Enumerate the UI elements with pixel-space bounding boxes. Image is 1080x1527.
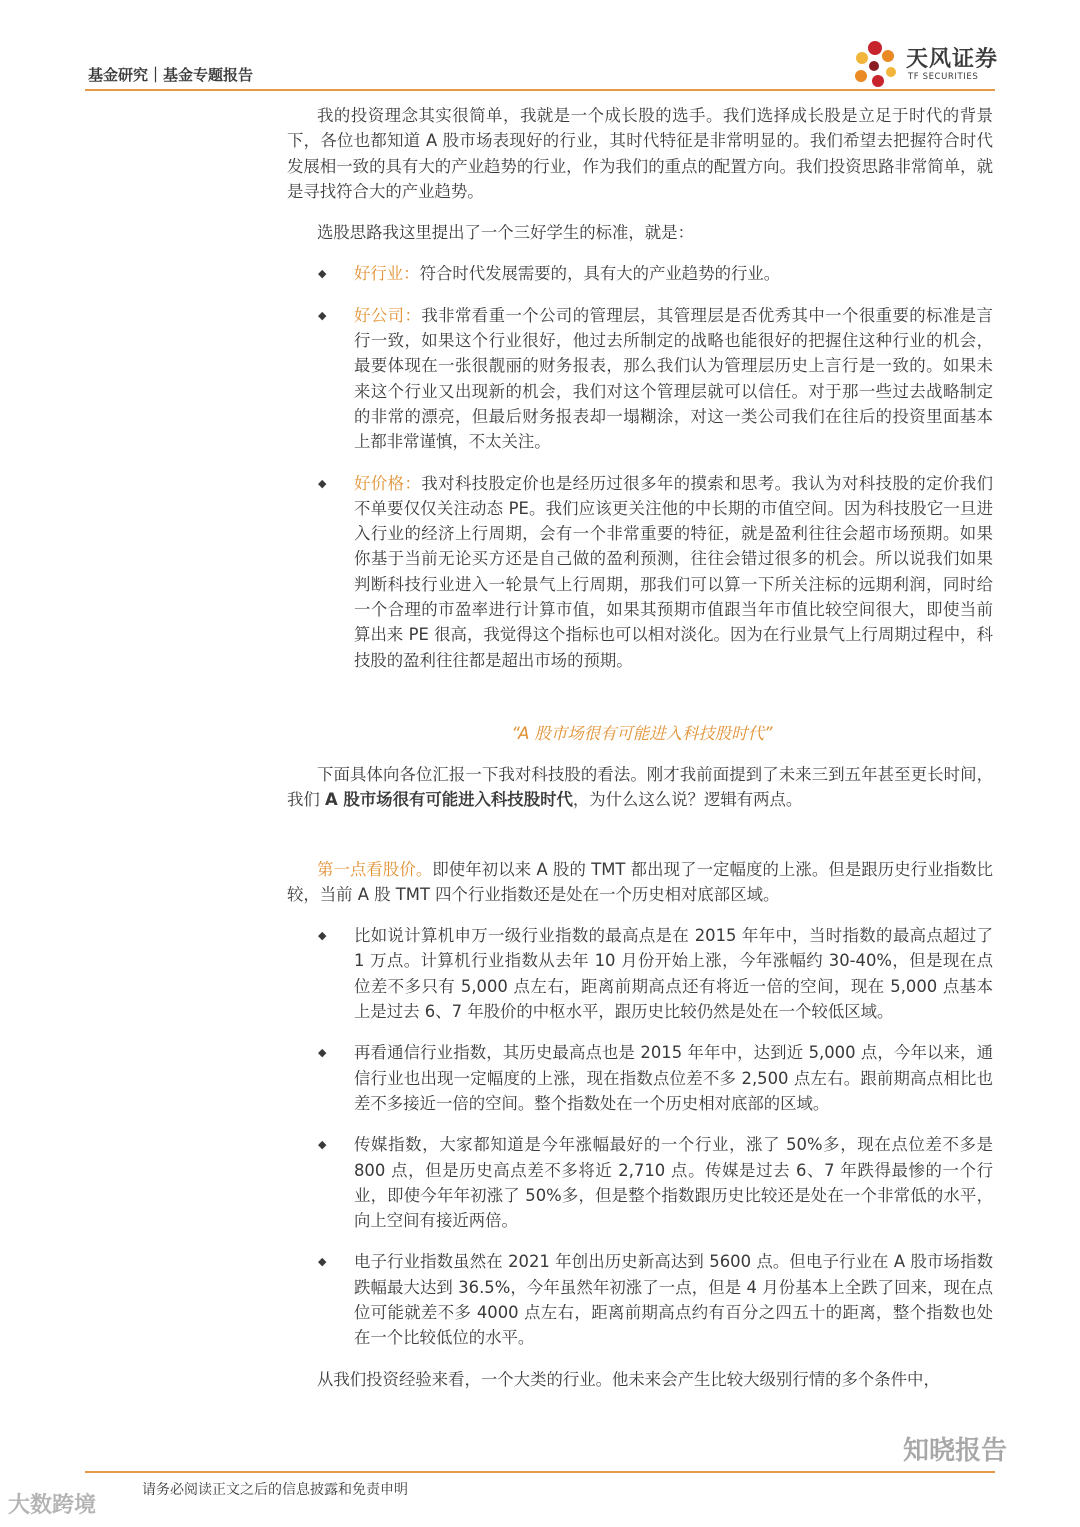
report-category: 基金研究｜基金专题报告 xyxy=(88,66,254,84)
criteria-text: 我对科技股定价也是经历过很多年的摸索和思考。我认为对科技股的定价我们不单要仅仅关注动态 PE。我们应该更关注他的中长期的市值空间。因为科技股它一旦进入行业的经济上行周期，会有一个非常重要的特征，就是盈利往往会超市场预期。如果你基于当前无论买方还是自己做的盈利预测，往往会错过很多的机会。所以说我们如果判断科技行业进入一轮景气上行周期，那我们可以算一下所关注标的远期利润，同时给一个合理的市盈率进行计算市值，如果其预期市值跟当年市值比较空间很大，即使当前算出来 PE 很高，我觉得这个指标也可以相对淡化。因为在行业景气上行周期过程中，科技股的盈利往往都是超出市场的预期。 xyxy=(354,473,994,670)
report-body xyxy=(287,103,993,1392)
industry-text: 比如说计算机申万一级行业指数的最高点是在 2015 年年中，当时指数的最高点超过了 1 万点。计算机行业指数从去年 10 月份开始上涨，今年涨幅约 30-40%，但是现在点位差不多只有 5,000 点左右，距离前期高点还有将近一倍的空间，现在 5,000 点基本上是过去 6、7 年股价的中枢水平，跟历史比较仍然是处在一个较低区域。 xyxy=(354,926,993,1022)
criteria-item-company xyxy=(287,303,993,455)
bullet-diamond-icon: ◆ xyxy=(318,476,327,490)
criteria-label: 好行业： xyxy=(354,264,420,284)
disclaimer-text: 请务必阅读正文之后的信息披露和免责申明 xyxy=(142,1482,408,1498)
bullet-diamond-icon: ◆ xyxy=(318,308,327,322)
watermark-left: 大数跨境 xyxy=(8,1493,97,1518)
point-one-paragraph xyxy=(287,857,993,908)
criteria-label: 好公司： xyxy=(354,305,422,325)
footer-divider xyxy=(85,1471,995,1473)
section-intro-tail: ，为什么这么说？逻辑有两点。 xyxy=(572,790,803,810)
section-title: “A 股市场很有可能进入科技股时代” xyxy=(511,723,773,743)
industry-item-media xyxy=(287,1132,993,1233)
section-intro-text: 下面具体向各位汇报一下我对科技股的看法。刚才我前面提到了未来三到五年甚至更长时间，我们 xyxy=(287,764,993,810)
section-intro-emphasis: A 股市场很有可能进入科技股时代 xyxy=(325,790,573,810)
industry-item-computer xyxy=(287,923,993,1024)
section-intro-paragraph xyxy=(287,762,993,813)
watermark-right: 知晓报告 xyxy=(903,1436,1008,1466)
industry-item-telecom xyxy=(287,1040,993,1116)
point-one-text: 即使年初以来 A 股的 TMT 都出现了一定幅度的上涨。但是跟历史行业指数比较，当前 A 股 TMT 四个行业指数还是处在一个历史相对底部区域。 xyxy=(287,859,994,904)
criteria-label: 好价格： xyxy=(354,473,422,493)
company-name: 天风证券 xyxy=(906,47,999,72)
bullet-diamond-icon: ◆ xyxy=(318,1046,327,1060)
criteria-text: 我非常看重一个公司的管理层，其管理层是否优秀其中一个很重要的标准是言行一致，如果这个行业很好，他过去所制定的战略也能很好的把握住这种行业的机会，最要体现在一张很靓丽的财务报表，那么我们认为管理层历史上言行是一致的。如果未来这个行业又出现新的机会，我们对这个管理层就可以信任。对于那一些过去战略制定的非常的漂亮，但最后财务报表却一塌糊涂，对这一类公司我们在往后的投资里面基本上都非常谨慎，不太关注。 xyxy=(354,305,994,452)
flower-logo-icon xyxy=(848,36,902,90)
company-logo xyxy=(848,36,1000,90)
header-divider xyxy=(85,89,995,91)
industry-text: 电子行业指数虽然在 2021 年创出历史新高达到 5600 点。但电子行业在 A 股市场指数跌幅最大达到 36.5%，今年虽然年初涨了一点，但是 4 月份基本上全跌了回来，现在点位可能就差不多 4000 点左右，距离前期高点约有百分之四五十的距离，整个指数也处在一个比较低位的水平。 xyxy=(354,1252,993,1348)
criteria-text: 符合时代发展需要的，具有大的产业趋势的行业。 xyxy=(419,264,781,284)
company-subtitle: TF SECURITIES xyxy=(908,72,979,82)
bullet-diamond-icon: ◆ xyxy=(318,1138,327,1152)
point-one-label: 第一点看股价。 xyxy=(317,859,433,879)
industry-text: 传媒指数，大家都知道是今年涨幅最好的一个行业，涨了 50%多，现在点位差不多是 800 点，但是历史高点差不多将近 2,710 点。传媒是过去 6、7 年跌得最惨的一个行业，即使今年年初涨了 50%多，但是整个指数跟历史比较还是处在一个非常低的水平，向上空间有接近两倍。 xyxy=(354,1135,993,1231)
industry-item-electronics xyxy=(287,1249,993,1350)
stock-selection-intro: 选股思路我这里提出了一个三好学生的标准，就是： xyxy=(317,223,694,243)
closing-paragraph: 从我们投资经验来看，一个大类的行业。他未来会产生比较大级别行情的多个条件中， xyxy=(317,1369,940,1389)
criteria-item-price xyxy=(287,471,993,673)
bullet-diamond-icon: ◆ xyxy=(318,267,327,281)
bullet-diamond-icon: ◆ xyxy=(318,929,327,943)
bullet-diamond-icon: ◆ xyxy=(318,1255,327,1269)
industry-text: 再看通信行业指数，其历史最高点也是 2015 年年中，达到近 5,000 点，今年以来，通信行业也出现一定幅度的上涨，现在指数点位差不多 2,500 点左右。跟前期高点相比也差不多接近一倍的空间。整个指数处在一个历史相对底部的区域。 xyxy=(354,1043,993,1113)
criteria-item-industry xyxy=(287,261,993,286)
intro-paragraph: 我的投资理念其实很简单，我就是一个成长股的选手。我们选择成长股是立足于时代的背景下，各位也都知道 A 股市场表现好的行业，其时代特征是非常明显的。我们希望去把握符合时代发展相一致的具有大的产业趋势的行业，作为我们的重点的配置方向。我们投资思路非常简单，就是寻找符合大的产业趋势。 xyxy=(287,106,993,201)
